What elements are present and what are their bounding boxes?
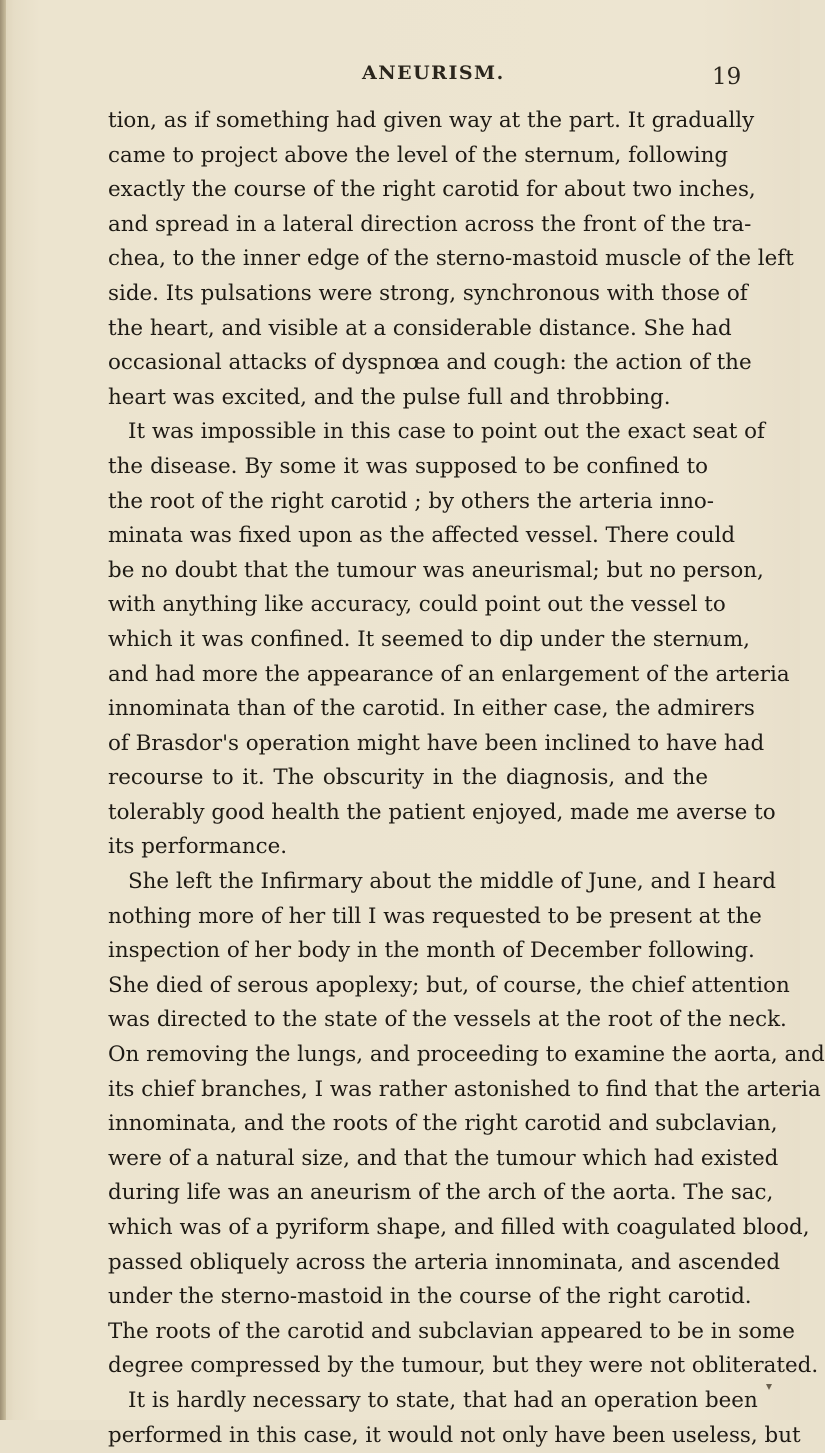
text-line: came to project above the level of the sternum, following <box>108 142 729 168</box>
text-line: performed in this case, it would not only have been useless, but <box>108 1422 801 1448</box>
text-line: nothing more of her till I was requested to be present at the <box>108 903 762 929</box>
text-line: with anything like accuracy, could point out the vessel to <box>108 592 726 618</box>
text-line: innominata, and the roots of the right carotid and subclavian, <box>108 1111 778 1137</box>
text-line: were of a natural size, and that the tumour which had existed <box>108 1145 779 1171</box>
text-line: was directed to the state of the vessels at the root of the neck. <box>108 1007 787 1033</box>
text-line: heart was excited, and the pulse full and throbbing. <box>108 384 671 410</box>
text-line: minata was fixed upon as the affected vessel. There could <box>108 523 736 549</box>
text-line: The roots of the carotid and subclavian appeared to be in some <box>108 1318 795 1344</box>
text-line: It was impossible in this case to point out the exact seat of <box>128 419 765 445</box>
text-line: tolerably good health the patient enjoyed, made me averse to <box>108 799 776 825</box>
text-line: which was of a pyriform shape, and filled with coagulated blood, <box>108 1215 810 1240</box>
text-line: of Brasdor's operation might have been inclined to have had <box>108 730 765 756</box>
text-line: and had more the appearance of an enlargement of the arteria <box>108 661 790 687</box>
text-line: its performance. <box>108 834 288 860</box>
text-line: during life was an aneurism of the arch of the aorta. The sac, <box>108 1180 774 1206</box>
text-line: which it was confined. It seemed to dip under the sternum, <box>108 626 750 652</box>
text-line: She died of serous apoplexy; but, of course, the chief attention <box>108 972 790 998</box>
text-line: She left the Infirmary about the middle of June, and I heard <box>128 869 776 895</box>
text-line: tion, as if something had given way at the part. It gradually <box>108 108 755 133</box>
text-line: and spread in a lateral direction across the front of the tra- <box>108 211 752 237</box>
text-line: inspection of her body in the month of December following. <box>108 938 755 964</box>
binding-edge <box>0 0 6 1420</box>
text-line: the heart, and visible at a considerable distance. She had <box>108 315 732 341</box>
text-line: the root of the right carotid ; by others the arteria inno- <box>108 488 715 514</box>
text-line: passed obliquely across the arteria innominata, and ascended <box>108 1249 781 1275</box>
text-line: side. Its pulsations were strong, synchronous with those of <box>108 280 748 306</box>
page-corner-mark <box>766 1384 772 1390</box>
page-number: 19 <box>712 64 742 90</box>
running-head <box>0 62 800 92</box>
text-line: its chief branches, I was rather astonished to find that the arteria <box>108 1076 821 1102</box>
running-head-title: ANEURISM. <box>362 62 505 84</box>
body-text <box>108 104 825 1453</box>
text-line: be no doubt that the tumour was aneurismal; but no person, <box>108 557 764 583</box>
text-line: under the sterno-mastoid in the course of the right carotid. <box>108 1284 752 1310</box>
text-line: degree compressed by the tumour, but they were not obliterated. <box>108 1353 819 1379</box>
text-line: It is hardly necessary to state, that had an operation been <box>128 1387 758 1413</box>
text-line: recourse to it. The obscurity in the diagnosis, and the <box>108 765 708 791</box>
text-line: innominata than of the carotid. In either case, the admirers <box>108 696 755 722</box>
text-line: On removing the lungs, and proceeding to examine the aorta, and <box>108 1042 825 1068</box>
text-line: chea, to the inner edge of the sterno-mastoid muscle of the left <box>108 246 794 272</box>
text-line: occasional attacks of dyspnœa and cough: the action of the <box>108 350 752 376</box>
text-line: the disease. By some it was supposed to be confined to <box>108 453 708 479</box>
text-line: exactly the course of the right carotid for about two inches, <box>108 177 756 203</box>
